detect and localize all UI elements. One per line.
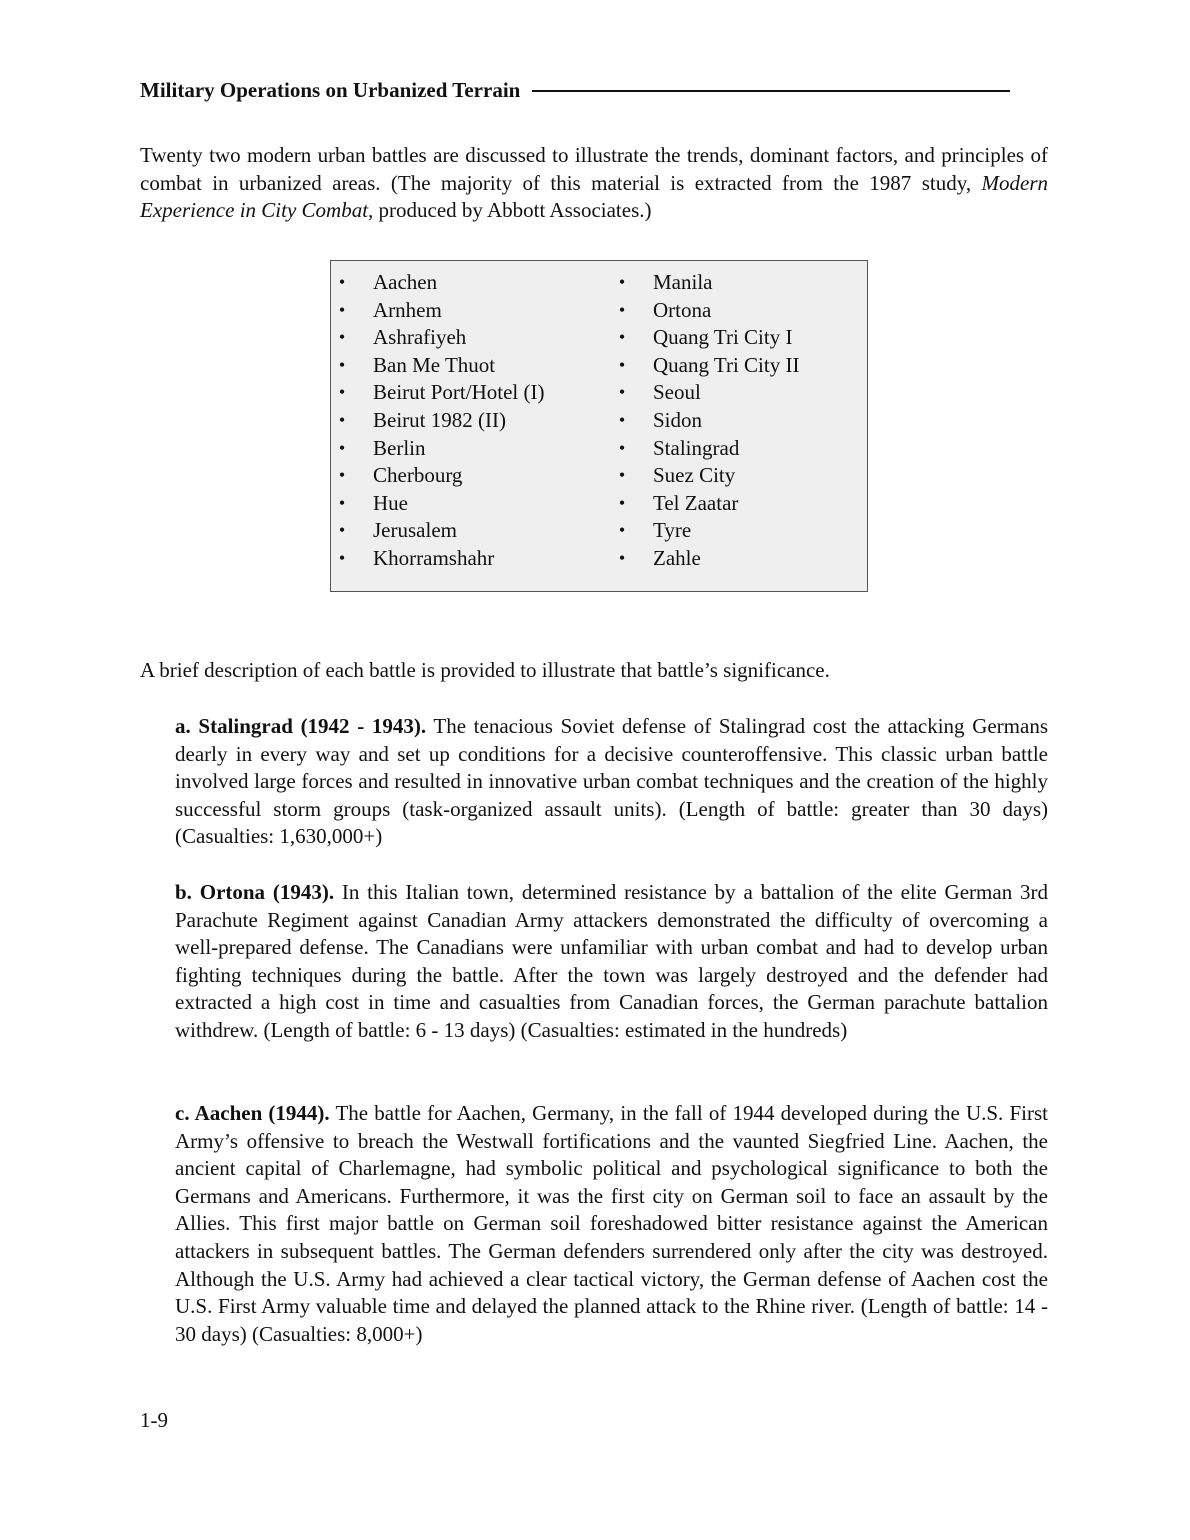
battle-list-item	[337, 352, 544, 380]
bullet-icon: •	[618, 299, 626, 320]
bullet-icon: •	[338, 520, 346, 541]
battle-name: Sidon	[653, 407, 703, 432]
battle-list-box	[330, 260, 868, 592]
intro-text-before: Twenty two modern urban battles are discussed to illustrate the trends, dominant factors, and principles of combat in urbanized areas. (The majority of this material is extracted from the 1987 study,	[140, 143, 1048, 195]
battle-text: The battle for Aachen, Germany, in the fall of 1944 developed during the U.S. First Army’s offensive to breach the Westwall fortifications and the vaunted Siegfried Line. Aachen, the ancient capital of Charlemagne, had symbolic political and psychological significance to both the Germans and Americans. Furthermore, it was the first city on German soil to face an assault by the Allies. This first major battle on German soil foreshadowed bitter resistance against the American attackers in subsequent battles. The German defenders surrendered only after the city was destroyed. Although the U.S. Army had achieved a clear tactical victory, the German defense of Aachen cost the U.S. First Army valuable time and delayed the planned attack to the Rhine river. (Length of battle: 14 - 30 days) (Casualties: 8,000+)	[175, 1101, 1048, 1346]
battle-name: Hue	[373, 490, 408, 515]
battle-list-item	[337, 545, 544, 573]
battle-name: Ban Me Thuot	[373, 352, 496, 377]
bullet-icon: •	[618, 354, 626, 375]
intro-paragraph	[140, 142, 1048, 225]
battle-text: In this Italian town, determined resistance by a battalion of the elite German 3rd Parachute Regiment against Canadian Army attackers demonstrated the difficulty of overcoming a well-prepared defense. The Canadians were unfamiliar with urban combat and had to develop urban fighting techniques during the battle. After the town was largely destroyed and the defender had extracted a high cost in time and casualties from Canadian forces, the German parachute battalion withdrew. (Length of battle: 6 - 13 days) (Casualties: estimated in the hundreds)	[175, 880, 1048, 1042]
battle-list-item	[337, 269, 544, 297]
bullet-icon: •	[618, 520, 626, 541]
bullet-icon: •	[618, 492, 626, 513]
battle-list-right	[617, 269, 799, 573]
battle-list-item	[337, 490, 544, 518]
battle-list-left	[337, 269, 544, 573]
bullet-icon: •	[618, 547, 626, 568]
battle-name: Aachen	[373, 270, 438, 294]
bullet-icon: •	[618, 437, 626, 458]
battle-list-item	[617, 352, 799, 380]
battle-paragraph-ortona	[175, 879, 1048, 1045]
battle-heading: b. Ortona (1943).	[175, 880, 335, 904]
battle-list-item	[337, 297, 544, 325]
battle-name: Zahle	[653, 545, 701, 570]
battle-heading: a. Stalingrad (1942 - 1943).	[175, 714, 427, 738]
battle-list-item	[617, 269, 799, 297]
battle-name: Beirut Port/Hotel (I)	[373, 380, 545, 405]
battle-paragraph-aachen	[175, 1100, 1048, 1348]
battle-name: Cherbourg	[373, 463, 463, 488]
bullet-icon: •	[338, 299, 346, 320]
battle-name: Beirut 1982 (II)	[373, 407, 506, 432]
battle-list-item	[337, 462, 544, 490]
bullet-icon: •	[618, 465, 626, 486]
battle-name: Berlin	[373, 435, 426, 460]
page-header	[140, 78, 1010, 103]
header-title: Military Operations on Urbanized Terrain	[140, 78, 521, 102]
bullet-icon: •	[338, 327, 346, 348]
bullet-icon: •	[618, 409, 626, 430]
battle-list-item	[617, 297, 799, 325]
bullet-icon: •	[338, 354, 346, 375]
bullet-icon: •	[338, 409, 346, 430]
battle-list-item	[337, 517, 544, 545]
battle-text: The tenacious Soviet defense of Stalingrad cost the attacking Germans dearly in every way and set up conditions for a decisive counteroffensive. This classic urban battle involved large forces and resulted in innovative urban combat techniques and the creation of the highly successful storm groups (task-organized assault units). (Length of battle: greater than 30 days) (Casualties: 1,630,000+)	[175, 714, 1049, 849]
battle-name: Stalingrad	[653, 435, 740, 460]
bullet-icon: •	[338, 547, 346, 568]
battle-name: Quang Tri City I	[653, 325, 793, 350]
battle-paragraph-stalingrad	[175, 713, 1048, 851]
bullet-icon: •	[338, 465, 346, 486]
bullet-icon: •	[338, 382, 346, 403]
battle-name: Arnhem	[373, 297, 442, 322]
brief-intro: A brief description of each battle is provided to illustrate that battle’s significance.	[140, 658, 830, 682]
bullet-icon: •	[338, 437, 346, 458]
battle-list-item	[617, 517, 799, 545]
battle-heading: c. Aachen (1944).	[175, 1101, 330, 1125]
battle-list-item	[617, 407, 799, 435]
study-title: Modern Experience in City Combat,	[140, 170, 1048, 222]
battle-name: Seoul	[653, 380, 701, 405]
battle-name: Quang Tri City II	[653, 352, 800, 377]
bullet-icon: •	[618, 272, 626, 292]
battle-name: Khorramshahr	[373, 545, 495, 570]
bullet-icon: •	[338, 492, 346, 513]
bullet-icon: •	[618, 382, 626, 403]
battle-name: Manila	[653, 270, 713, 294]
battle-name: Ortona	[653, 297, 712, 322]
battle-list-item	[617, 379, 799, 407]
battle-list-item	[337, 324, 544, 352]
page-number: 1-9	[140, 1408, 168, 1432]
bullet-icon: •	[338, 272, 346, 292]
header-rule	[532, 90, 1010, 92]
bullet-icon: •	[618, 327, 626, 348]
battle-list-item	[617, 545, 799, 573]
intro-text-after: produced by Abbott Associates.)	[373, 198, 652, 222]
battle-name: Tel Zaatar	[653, 490, 739, 515]
battle-list-item	[617, 435, 799, 463]
battle-list-item	[617, 324, 799, 352]
battle-list-item	[337, 379, 544, 407]
battle-list-item	[337, 407, 544, 435]
battle-name: Jerusalem	[373, 518, 457, 543]
battle-name: Suez City	[653, 463, 736, 488]
battle-list-item	[617, 462, 799, 490]
battle-list-item	[617, 490, 799, 518]
battle-name: Ashrafiyeh	[373, 325, 467, 350]
battle-list-item	[337, 435, 544, 463]
battle-name: Tyre	[653, 518, 692, 543]
